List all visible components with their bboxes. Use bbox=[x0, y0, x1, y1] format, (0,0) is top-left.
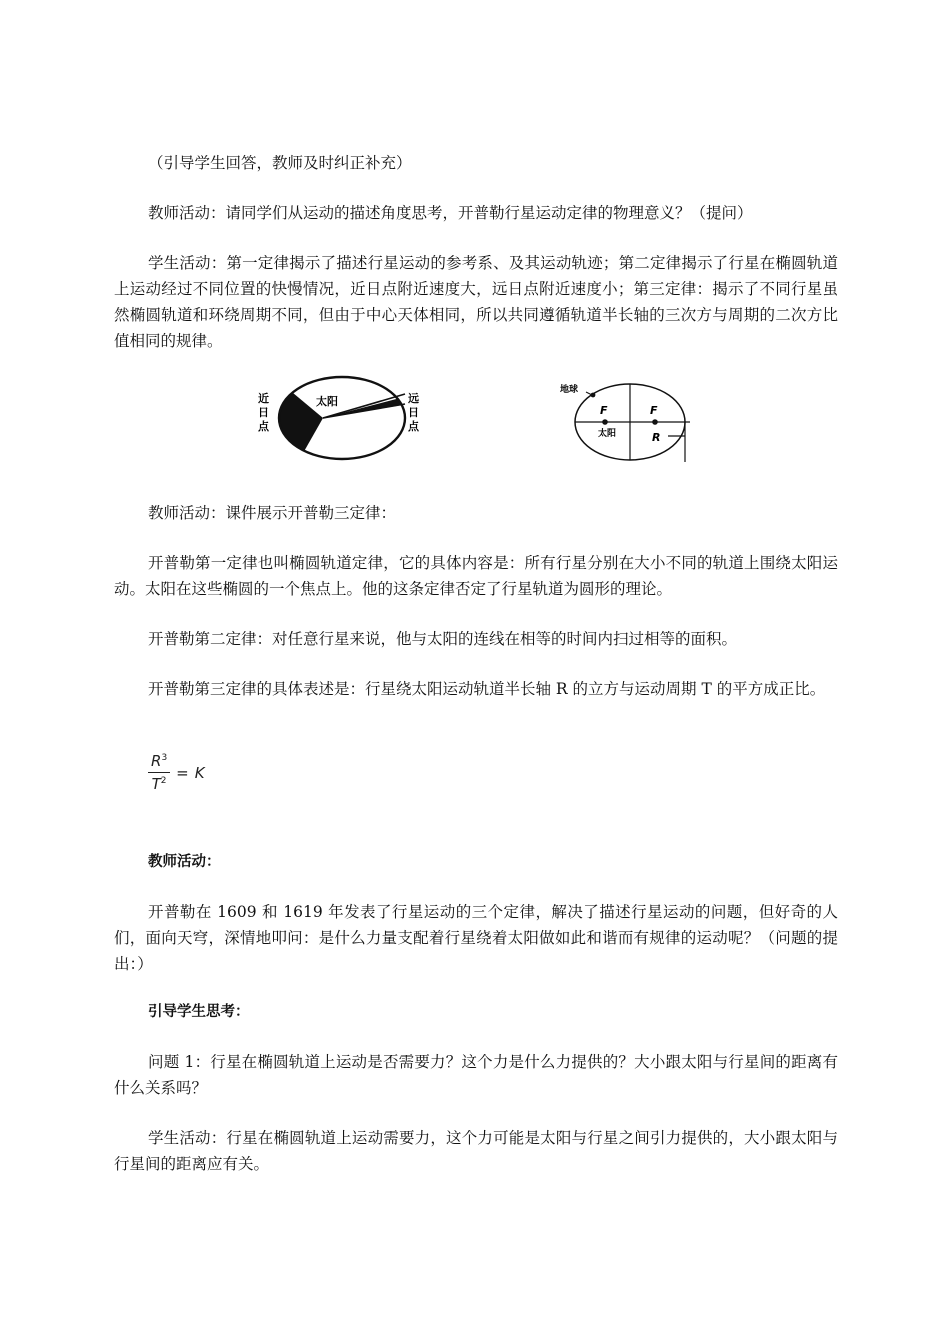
sun-label: 太阳 bbox=[598, 429, 617, 439]
svg-text:近: 近 bbox=[258, 392, 269, 405]
paragraph-kepler-history: 开普勒在 1609 和 1619 年发表了行星运动的三个定律，解决了描述行星运动的问题，但好奇的人们，面向天穹，深情地叩问：是什么力量支配着行星绕着太阳做如此和谐而有规律的运动呢？（问题的提出：） bbox=[114, 903, 838, 973]
radius-label: R bbox=[652, 431, 661, 444]
paragraph-third-law: 开普勒第三定律的具体表述是：行星绕太阳运动轨道半长轴 R 的立方与运动周期 T 的平方成正比。 bbox=[148, 680, 826, 698]
paragraph-guide-answer: （引导学生回答，教师及时纠正补充） bbox=[148, 154, 412, 172]
svg-text:远: 远 bbox=[408, 392, 419, 405]
ellipse-foci-diagram bbox=[556, 378, 690, 464]
third-law-formula bbox=[148, 752, 205, 793]
earth-label: 地球 bbox=[560, 385, 579, 395]
heading-teacher-activity: 教师活动： bbox=[148, 854, 221, 870]
focus-right bbox=[652, 419, 658, 425]
focus-label-left: F bbox=[600, 404, 608, 417]
focus-left bbox=[602, 419, 608, 425]
formula-denominator: $T^2$ bbox=[151, 775, 167, 793]
formula-numerator: $R^3$ bbox=[148, 752, 170, 773]
svg-text:日: 日 bbox=[408, 406, 419, 419]
paragraph-second-law: 开普勒第二定律：对任意行星来说，他与太阳的连线在相等的时间内扫过相等的面积。 bbox=[148, 630, 738, 648]
equal-area-diagram bbox=[248, 372, 432, 462]
svg-text:点: 点 bbox=[258, 420, 269, 433]
svg-text:点: 点 bbox=[408, 420, 419, 433]
paragraph-courseware: 教师活动：课件展示开普勒三定律： bbox=[148, 504, 397, 522]
swept-area-near bbox=[268, 372, 323, 462]
paragraph-question-1: 问题 1：行星在椭圆轨道上运动是否需要力？这个力是什么力提供的？大小跟太阳与行星间的距离有什么关系吗？ bbox=[114, 1053, 838, 1097]
aphelion-label bbox=[408, 391, 420, 433]
formula-equals: = bbox=[176, 763, 189, 782]
paragraph-first-law: 开普勒第一定律也叫椭圆轨道定律，它的具体内容是：所有行星分别在大小不同的轨道上围绕太阳运动。太阳在这些椭圆的一个焦点上。他的这条定律否定了行星轨道为圆形的理论。 bbox=[114, 554, 838, 598]
paragraph-teacher-question: 教师活动：请同学们从运动的描述角度思考，开普勒行星运动定律的物理意义？（提问） bbox=[148, 204, 753, 222]
paragraph-student-reply: 学生活动：行星在椭圆轨道上运动需要力，这个力可能是太阳与行星之间引力提供的，大小跟太阳与行星间的距离应有关。 bbox=[114, 1129, 838, 1173]
perihelion-label bbox=[258, 391, 270, 433]
formula-constant: K bbox=[194, 763, 205, 782]
formula-fraction bbox=[148, 752, 170, 793]
paragraph-student-answer: 学生活动：第一定律揭示了描述行星运动的参考系、及其运动轨迹；第二定律揭示了行星在椭圆轨道上运动经过不同位置的快慢情况，近日点附近速度大，远日点附近速度小；第三定律：揭示了不同行星虽然椭圆轨道和环绕周期不同，但由于中心天体相同，所以共同遵循轨道半长轴的三次方与周期的二次方比值相同的规律。 bbox=[114, 254, 838, 350]
sun-label: 太阳 bbox=[316, 395, 338, 408]
svg-text:日: 日 bbox=[258, 406, 269, 419]
focus-label-right: F bbox=[650, 404, 658, 417]
heading-guide-thinking: 引导学生思考： bbox=[148, 1004, 250, 1020]
